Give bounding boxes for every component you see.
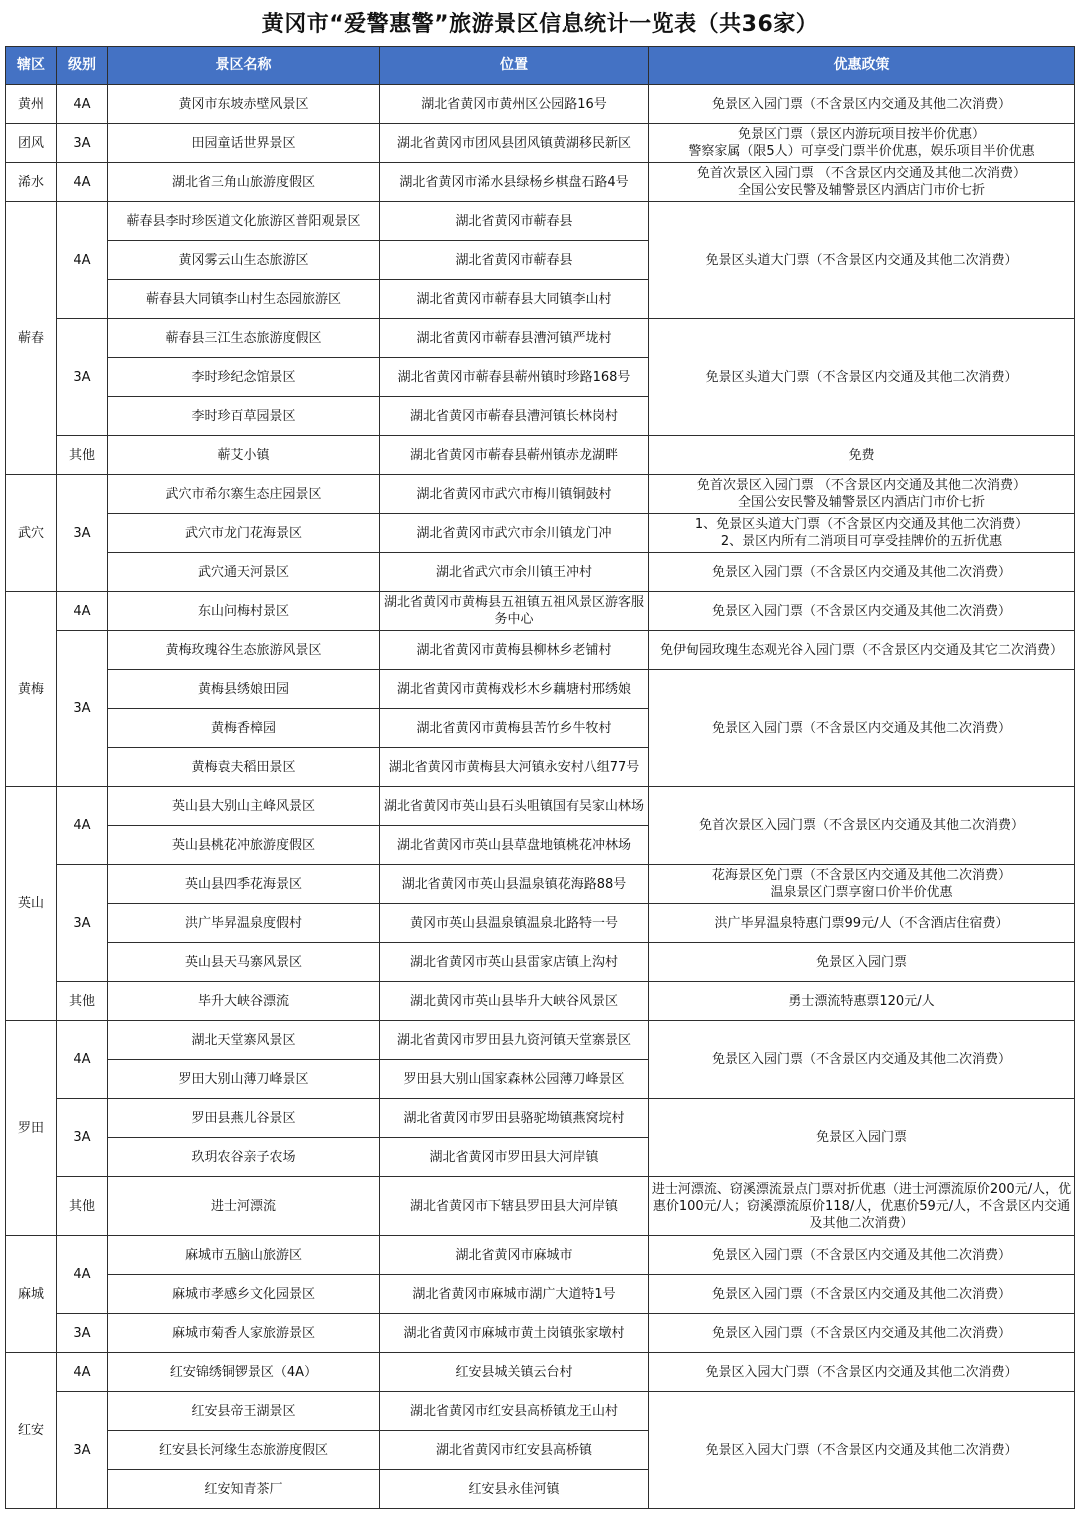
table-row [6, 436, 1075, 475]
name-cell: 湖北天堂寨风景区 [108, 1021, 380, 1060]
location-cell: 湖北省黄冈市黄梅戏杉木乡藕塘村邢绣娘 [380, 670, 649, 709]
col-header-level: 级别 [57, 47, 108, 85]
policy-line: 全国公安民警及辅警景区内酒店门市价七折 [737, 183, 985, 198]
policy-line: 免景区入园门票（不含景区内交通及其他二次消费） [711, 1325, 1011, 1341]
location-cell: 湖北省黄冈市蕲春县蕲州镇时珍路168号 [380, 358, 649, 397]
location-cell: 湖北省黄冈市英山县温泉镇花海路88号 [380, 865, 649, 904]
level-cell: 3A [57, 865, 108, 982]
table-row [6, 475, 1075, 514]
location-cell: 湖北省黄冈市蕲春县漕河镇长林岗村 [380, 397, 649, 436]
policy-cell [649, 943, 1075, 982]
name-cell: 蕲春县三江生态旅游度假区 [108, 319, 380, 358]
location-cell: 湖北省黄冈市英山县石头咀镇国有吴家山林场 [380, 787, 649, 826]
location-cell: 黄冈市英山县温泉镇温泉北路特一号 [380, 904, 649, 943]
table-row [6, 124, 1075, 163]
level-cell: 4A [57, 202, 108, 319]
district-cell: 黄州 [6, 85, 57, 124]
policy-line: 免景区入园门票（不含景区内交通及其他二次消费） [711, 1052, 1011, 1067]
policy-line: 免景区入园门票（不含景区内交通及其他二次消费） [711, 564, 1011, 580]
district-cell: 英山 [6, 787, 57, 1021]
district-cell: 麻城 [6, 1236, 57, 1353]
policy-cell [649, 982, 1075, 1021]
name-cell: 英山县桃花冲旅游度假区 [108, 826, 380, 865]
level-cell: 4A [57, 85, 108, 124]
policy-cell [649, 85, 1075, 124]
location-cell: 湖北省黄冈市麻城市 [380, 1236, 649, 1275]
policy-line: 免景区入园门票 [815, 1130, 907, 1145]
page-title: 黄冈市“爱警惠警”旅游景区信息统计一览表（共36家） [261, 12, 819, 37]
table-row [6, 1236, 1075, 1275]
col-header-district: 辖区 [6, 47, 57, 85]
col-header-location: 位置 [380, 47, 649, 85]
location-cell: 湖北省黄冈市武穴市梅川镇铜鼓村 [380, 475, 649, 514]
table-row [6, 85, 1075, 124]
table-row [6, 592, 1075, 631]
policy-line: 1、免景区头道大门票（不含景区内交通及其他二次消费） [694, 517, 1029, 532]
level-cell: 3A [57, 1099, 108, 1177]
policy-line: 免首次景区入园门票 （不含景区内交通及其他二次消费） [696, 166, 1027, 181]
policy-line: 进士河漂流、窃溪漂流景点门票对折优惠（进士河漂流原价200元/人，优惠价100元/人；窃溪漂流原价118/人，优惠价59元/人，不含景区内交通及其他二次消费） [651, 1181, 1072, 1231]
level-cell: 3A [57, 1314, 108, 1353]
policy-line: 免景区头道大门票（不含景区内交通及其他二次消费） [705, 369, 1018, 385]
location-cell: 湖北省黄冈市蕲春县漕河镇严垅村 [380, 319, 649, 358]
policy-line: 免景区入园门票（不含景区内交通及其他二次消费） [711, 96, 1011, 112]
location-cell: 湖北省黄冈市蕲春县蕲州镇赤龙湖畔 [380, 436, 649, 475]
location-cell: 湖北省黄冈市红安县高桥镇 [380, 1431, 649, 1470]
district-cell: 团风 [6, 124, 57, 163]
table-row [6, 787, 1075, 826]
district-cell: 武穴 [6, 475, 57, 592]
district-cell: 浠水 [6, 163, 57, 202]
policy-cell [649, 163, 1075, 202]
level-cell: 其他 [57, 436, 108, 475]
policy-line: 免首次景区入园门票 （不含景区内交通及其他二次消费） [696, 478, 1027, 493]
table-row [6, 202, 1075, 241]
policy-cell [649, 631, 1075, 670]
location-cell: 湖北省黄冈市红安县高桥镇龙王山村 [380, 1392, 649, 1431]
name-cell: 武穴市希尔寨生态庄园景区 [108, 475, 380, 514]
district-cell: 蕲春 [6, 202, 57, 475]
location-cell: 湖北省黄冈市罗田县大河岸镇 [380, 1138, 649, 1177]
location-cell: 湖北省黄冈市武穴市余川镇龙门冲 [380, 514, 649, 553]
level-cell: 4A [57, 1236, 108, 1314]
level-cell: 3A [57, 319, 108, 436]
location-cell: 湖北省黄冈市麻城市湖广大道特1号 [380, 1275, 649, 1314]
policy-line: 洪广毕昇温泉特惠门票99元/人（不含酒店住宿费） [714, 915, 1009, 931]
table-row [6, 1392, 1075, 1431]
name-cell: 红安县帝王湖景区 [108, 1392, 380, 1431]
policy-cell [649, 865, 1075, 904]
table-row [6, 319, 1075, 358]
policy-cell [649, 904, 1075, 943]
policy-cell [649, 1314, 1075, 1353]
policy-line: 免景区入园门票（不含景区内交通及其他二次消费） [711, 1286, 1011, 1302]
policy-cell [649, 1236, 1075, 1275]
name-cell: 麻城市菊香人家旅游景区 [108, 1314, 380, 1353]
location-cell: 红安县永佳河镇 [380, 1470, 649, 1509]
policy-line: 免景区入园门票（不含景区内交通及其他二次消费） [711, 720, 1011, 736]
policy-cell [649, 475, 1075, 514]
table-row [6, 163, 1075, 202]
policy-line: 免伊甸园玫瑰生态观光谷入园门票（不含景区内交通及其它二次消费） [659, 642, 1063, 658]
policy-line: 免景区头道大门票（不含景区内交通及其他二次消费） [705, 252, 1018, 268]
name-cell: 罗田县燕儿谷景区 [108, 1099, 380, 1138]
policy-cell [649, 1177, 1075, 1236]
policy-line: 免景区入园门票（不含景区内交通及其他二次消费） [711, 1247, 1011, 1263]
level-cell: 其他 [57, 982, 108, 1021]
location-cell: 湖北省黄冈市黄梅县柳林乡老铺村 [380, 631, 649, 670]
level-cell: 4A [57, 163, 108, 202]
name-cell: 蕲春县大同镇李山村生态园旅游区 [108, 280, 380, 319]
header-row [6, 47, 1075, 85]
location-cell: 湖北省黄冈市浠水县绿杨乡棋盘石路4号 [380, 163, 649, 202]
policy-line: 2、景区内所有二消项目可享受挂牌价的五折优惠 [720, 534, 1003, 549]
policy-line: 免景区入园大门票（不含景区内交通及其他二次消费） [705, 1364, 1018, 1380]
name-cell: 红安县长河缘生态旅游度假区 [108, 1431, 380, 1470]
table-row [6, 631, 1075, 670]
location-cell: 湖北省黄冈市黄梅县大河镇永安村八组77号 [380, 748, 649, 787]
location-cell: 罗田县大别山国家森林公园薄刀峰景区 [380, 1060, 649, 1099]
name-cell: 红安锦绣铜锣景区（4A） [108, 1353, 380, 1392]
table-row [6, 904, 1075, 943]
col-header-name: 景区名称 [108, 47, 380, 85]
name-cell: 东山问梅村景区 [108, 592, 380, 631]
level-cell: 3A [57, 631, 108, 787]
policy-line: 全国公安民警及辅警景区内酒店门市价七折 [737, 495, 985, 510]
policy-line: 免景区入园门票 [815, 954, 907, 970]
location-cell: 湖北省黄冈市罗田县骆驼坳镇燕窝垸村 [380, 1099, 649, 1138]
name-cell: 英山县天马寨风景区 [108, 943, 380, 982]
location-cell: 湖北省黄冈市下辖县罗田县大河岸镇 [380, 1177, 649, 1236]
scenic-spots-table [5, 46, 1075, 1509]
table-row [6, 1021, 1075, 1060]
level-cell: 其他 [57, 1177, 108, 1236]
level-cell: 4A [57, 1021, 108, 1099]
policy-cell [649, 1099, 1075, 1177]
location-cell: 红安县城关镇云台村 [380, 1353, 649, 1392]
district-cell: 黄梅 [6, 592, 57, 787]
policy-cell [649, 592, 1075, 631]
location-cell: 湖北省黄冈市蕲春县大同镇李山村 [380, 280, 649, 319]
level-cell: 4A [57, 1353, 108, 1392]
policy-cell [649, 436, 1075, 475]
policy-line: 免景区门票（景区内游玩项目按半价优惠） [737, 127, 985, 142]
district-cell: 红安 [6, 1353, 57, 1509]
name-cell: 洪广毕昇温泉度假村 [108, 904, 380, 943]
col-header-policy: 优惠政策 [649, 47, 1075, 85]
policy-cell [649, 124, 1075, 163]
level-cell: 3A [57, 124, 108, 163]
name-cell: 武穴通天河景区 [108, 553, 380, 592]
location-cell: 湖北省黄冈市黄梅县苦竹乡牛牧村 [380, 709, 649, 748]
location-cell: 湖北黄冈市英山县毕升大峡谷风景区 [380, 982, 649, 1021]
name-cell: 李时珍纪念馆景区 [108, 358, 380, 397]
table-row [6, 865, 1075, 904]
policy-line: 温泉景区门票享窗口价半价优惠 [770, 885, 953, 900]
policy-line: 勇士漂流特惠票120元/人 [788, 993, 935, 1009]
location-cell: 湖北省黄冈市英山县草盘地镇桃花冲林场 [380, 826, 649, 865]
policy-line: 免景区入园门票（不含景区内交通及其他二次消费） [711, 603, 1011, 619]
policy-line: 免景区入园大门票（不含景区内交通及其他二次消费） [705, 1442, 1018, 1458]
policy-cell [649, 670, 1075, 787]
name-cell: 英山县大别山主峰风景区 [108, 787, 380, 826]
policy-cell [649, 1021, 1075, 1099]
location-cell: 湖北省黄冈市黄梅县五祖镇五祖风景区游客服务中心 [380, 592, 649, 631]
name-cell: 黄梅袁夫稻田景区 [108, 748, 380, 787]
policy-cell [649, 553, 1075, 592]
location-cell: 湖北省黄冈市麻城市黄土岗镇张家墩村 [380, 1314, 649, 1353]
name-cell: 黄梅香樟园 [108, 709, 380, 748]
table-row [6, 1353, 1075, 1392]
policy-cell [649, 1392, 1075, 1509]
location-cell: 湖北省黄冈市蕲春县 [380, 202, 649, 241]
name-cell: 武穴市龙门花海景区 [108, 514, 380, 553]
location-cell: 湖北省黄冈市蕲春县 [380, 241, 649, 280]
policy-cell [649, 787, 1075, 865]
table-row [6, 670, 1075, 709]
name-cell: 黄冈雾云山生态旅游区 [108, 241, 380, 280]
policy-cell [649, 1275, 1075, 1314]
table-row [6, 1099, 1075, 1138]
location-cell: 湖北省黄冈市英山县雷家店镇上沟村 [380, 943, 649, 982]
name-cell: 李时珍百草园景区 [108, 397, 380, 436]
policy-cell [649, 202, 1075, 319]
name-cell: 黄梅县绣娘田园 [108, 670, 380, 709]
name-cell: 蕲春县李时珍医道文化旅游区普阳观景区 [108, 202, 380, 241]
name-cell: 麻城市五脑山旅游区 [108, 1236, 380, 1275]
location-cell: 湖北省黄冈市团风县团风镇黄湖移民新区 [380, 124, 649, 163]
policy-line: 花海景区免门票（不含景区内交通及其他二次消费） [711, 868, 1011, 883]
location-cell: 湖北省黄冈市罗田县九资河镇天堂寨景区 [380, 1021, 649, 1060]
level-cell: 4A [57, 592, 108, 631]
name-cell: 黄冈市东坡赤壁风景区 [108, 85, 380, 124]
name-cell: 进士河漂流 [108, 1177, 380, 1236]
name-cell: 红安知青茶厂 [108, 1470, 380, 1509]
policy-line: 免费 [848, 447, 875, 463]
table-row [6, 1275, 1075, 1314]
table-row [6, 1314, 1075, 1353]
name-cell: 黄梅玫瑰谷生态旅游风景区 [108, 631, 380, 670]
name-cell: 玖玥农谷亲子农场 [108, 1138, 380, 1177]
name-cell: 英山县四季花海景区 [108, 865, 380, 904]
name-cell: 麻城市孝感乡文化园景区 [108, 1275, 380, 1314]
district-cell: 罗田 [6, 1021, 57, 1236]
table-row [6, 1177, 1075, 1236]
name-cell: 田园童话世界景区 [108, 124, 380, 163]
location-cell: 湖北省武穴市余川镇王冲村 [380, 553, 649, 592]
name-cell: 罗田大别山薄刀峰景区 [108, 1060, 380, 1099]
table-row [6, 514, 1075, 553]
table-row [6, 982, 1075, 1021]
table-row [6, 943, 1075, 982]
policy-line: 免首次景区入园门票（不含景区内交通及其他二次消费） [698, 818, 1024, 833]
name-cell: 毕升大峡谷漂流 [108, 982, 380, 1021]
location-cell: 湖北省黄冈市黄州区公园路16号 [380, 85, 649, 124]
policy-cell [649, 514, 1075, 553]
policy-cell [649, 1353, 1075, 1392]
table-row [6, 553, 1075, 592]
level-cell: 3A [57, 1392, 108, 1509]
name-cell: 湖北省三角山旅游度假区 [108, 163, 380, 202]
name-cell: 蕲艾小镇 [108, 436, 380, 475]
policy-cell [649, 319, 1075, 436]
level-cell: 4A [57, 787, 108, 865]
level-cell: 3A [57, 475, 108, 592]
policy-line: 警察家属（限5人）可享受门票半价优惠，娱乐项目半价优惠 [688, 144, 1035, 159]
